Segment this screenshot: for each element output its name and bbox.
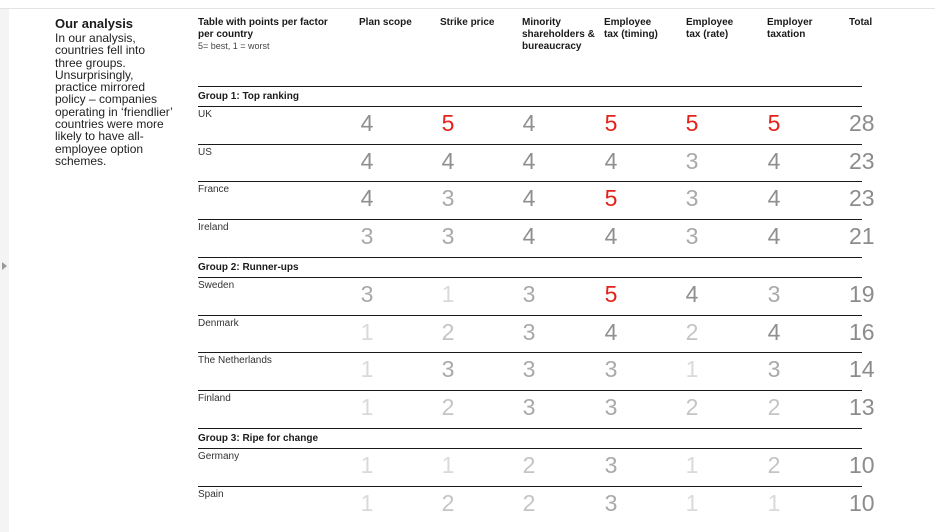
score-cell: 3 <box>767 356 781 382</box>
column-header-plan-scope: Plan scope <box>359 17 412 28</box>
score-cell: 2 <box>441 319 455 345</box>
score-cell: 4 <box>522 223 536 249</box>
score-cell: 2 <box>441 490 455 516</box>
score-cell: 4 <box>441 148 455 174</box>
country-name: Spain <box>198 489 224 500</box>
score-cell: 3 <box>604 394 618 420</box>
score-cell: 1 <box>360 452 374 478</box>
total-cell: 13 <box>849 394 875 420</box>
score-cell: 3 <box>604 452 618 478</box>
score-cell: 4 <box>767 148 781 174</box>
score-cell: 3 <box>441 223 455 249</box>
score-cell: 4 <box>767 185 781 211</box>
top-divider <box>0 8 935 9</box>
column-header-employee-tax-rate: Employee tax (rate) <box>686 17 734 40</box>
score-cell: 5 <box>604 110 618 136</box>
score-cell: 3 <box>522 319 536 345</box>
score-cell: 2 <box>441 394 455 420</box>
group-rule <box>198 86 862 87</box>
score-cell: 2 <box>767 394 781 420</box>
score-cell: 3 <box>441 185 455 211</box>
row-rule <box>198 486 862 487</box>
score-cell: 3 <box>604 356 618 382</box>
total-cell: 19 <box>849 281 875 307</box>
row-rule <box>198 106 862 107</box>
expand-arrow-icon[interactable] <box>2 262 7 270</box>
row-rule <box>198 144 862 145</box>
score-cell: 3 <box>360 281 374 307</box>
score-cell: 4 <box>360 110 374 136</box>
score-cell: 3 <box>360 223 374 249</box>
score-cell: 4 <box>522 185 536 211</box>
score-cell: 5 <box>767 110 781 136</box>
column-header-employee-tax-timing: Employee tax (timing) <box>604 17 658 40</box>
row-rule <box>198 181 862 182</box>
score-cell: 2 <box>767 452 781 478</box>
group-rule <box>198 257 862 258</box>
country-name: Sweden <box>198 280 235 291</box>
country-name: France <box>198 184 230 195</box>
row-rule <box>198 315 862 316</box>
score-cell: 1 <box>767 490 781 516</box>
group-label: Group 1: Top ranking <box>198 91 299 102</box>
score-cell: 4 <box>604 319 618 345</box>
group-rule <box>198 428 862 429</box>
score-cell: 3 <box>685 223 699 249</box>
score-cell: 4 <box>604 148 618 174</box>
score-cell: 4 <box>360 148 374 174</box>
column-header-employer-taxation: Employer taxation <box>767 17 813 40</box>
row-rule <box>198 390 862 391</box>
country-name: Finland <box>198 393 231 404</box>
score-cell: 1 <box>360 319 374 345</box>
score-cell: 1 <box>360 490 374 516</box>
column-header-strike-price: Strike price <box>440 17 495 28</box>
score-cell: 3 <box>441 356 455 382</box>
score-cell: 5 <box>604 185 618 211</box>
score-cell: 5 <box>441 110 455 136</box>
table-header-title: Table with points per factor per country <box>198 17 328 40</box>
score-cell: 1 <box>685 356 699 382</box>
analysis-sidebar <box>55 17 175 167</box>
analysis-body: In our analysis, countries fell into three groups. Unsurprisingly, practice mirrored policy – companies operating in ‘friendlier’ countries were more likely to have all-employee option schemes. <box>55 31 173 168</box>
score-cell: 3 <box>522 281 536 307</box>
score-cell: 1 <box>360 394 374 420</box>
score-cell: 3 <box>767 281 781 307</box>
score-cell: 1 <box>685 452 699 478</box>
country-name: The Netherlands <box>198 355 272 366</box>
score-cell: 4 <box>522 148 536 174</box>
table-header-note: 5= best, 1 = worst <box>198 41 270 51</box>
total-cell: 14 <box>849 356 875 382</box>
country-name: Ireland <box>198 222 229 233</box>
score-cell: 3 <box>685 148 699 174</box>
country-name: Germany <box>198 451 240 462</box>
score-cell: 2 <box>522 452 536 478</box>
score-cell: 4 <box>604 223 618 249</box>
score-cell: 4 <box>522 110 536 136</box>
total-cell: 16 <box>849 319 875 345</box>
row-rule <box>198 219 862 220</box>
analysis-title: Our analysis <box>55 16 134 31</box>
total-cell: 10 <box>849 452 875 478</box>
score-cell: 3 <box>522 394 536 420</box>
score-cell: 3 <box>604 490 618 516</box>
score-cell: 4 <box>767 319 781 345</box>
column-header-minority-shareholders: Minority shareholders & bureaucracy <box>522 17 595 52</box>
left-gutter <box>0 9 9 532</box>
score-cell: 1 <box>685 490 699 516</box>
column-header-total: Total <box>849 17 873 28</box>
total-cell: 21 <box>849 223 875 249</box>
score-cell: 2 <box>522 490 536 516</box>
score-cell: 2 <box>685 319 699 345</box>
total-cell: 10 <box>849 490 875 516</box>
group-label: Group 2: Runner-ups <box>198 262 299 273</box>
score-cell: 2 <box>685 394 699 420</box>
group-label: Group 3: Ripe for change <box>198 433 319 444</box>
country-name: US <box>198 147 212 158</box>
total-cell: 23 <box>849 185 875 211</box>
country-name: UK <box>198 109 212 120</box>
score-cell: 3 <box>522 356 536 382</box>
total-cell: 23 <box>849 148 875 174</box>
country-name: Denmark <box>198 318 239 329</box>
row-rule <box>198 448 862 449</box>
score-cell: 5 <box>604 281 618 307</box>
score-cell: 3 <box>685 185 699 211</box>
score-cell: 5 <box>685 110 699 136</box>
score-cell: 4 <box>767 223 781 249</box>
score-cell: 1 <box>360 356 374 382</box>
score-cell: 4 <box>685 281 699 307</box>
score-cell: 4 <box>360 185 374 211</box>
row-rule <box>198 277 862 278</box>
total-cell: 28 <box>849 110 875 136</box>
score-cell: 1 <box>441 281 455 307</box>
score-cell: 1 <box>441 452 455 478</box>
row-rule <box>198 352 862 353</box>
